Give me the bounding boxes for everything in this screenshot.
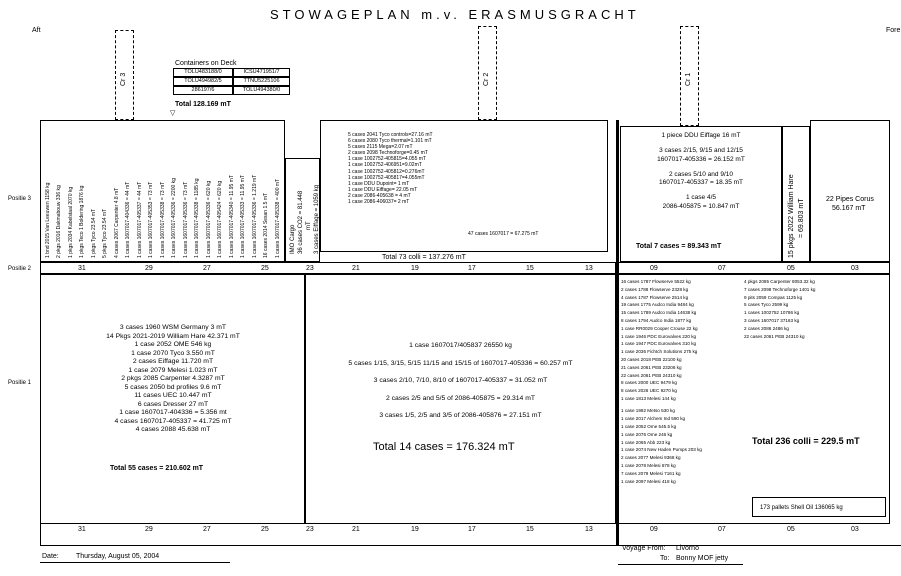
cargo-line: 1 case RR0029 Cooper Crouse 22 kg — [621, 325, 698, 331]
bay-number: 15 — [526, 265, 534, 272]
position-label-1: Positie 1 — [8, 380, 32, 386]
cargo-line: 4 cases 1607017-405337 = 41.725 mT — [114, 417, 232, 425]
cargo-line — [306, 352, 615, 359]
cargo-line: 3 cases 1607017 37163 kg — [744, 317, 800, 323]
cargo-line: 8 cases 1794 Audco India 1877 kg — [621, 317, 692, 323]
cargo-line: 1 pkgs 2034 Kabelstaal 2070 kg — [67, 186, 74, 258]
cargo-line — [306, 369, 615, 376]
bay-number: 07 — [718, 526, 726, 533]
container-cell: TOLU494380/0 — [233, 86, 290, 95]
cargo-line: 2 cases Eiffage 11.720 mT — [132, 358, 214, 365]
pos3-aft-lines — [42, 122, 283, 260]
bay-number: 13 — [585, 526, 593, 533]
pos3-mid-total: Total 73 colli = 137.276 mT — [382, 254, 466, 261]
bay-number: 03 — [851, 526, 859, 533]
pos3-fore-total: Total 7 cases = 89.343 mT — [636, 243, 722, 250]
cargo-line: 1 case 2036 Fichtch Solutions 275 kg — [621, 349, 698, 355]
cargo-line: 1 cases 1607017-405338 = 73 mT — [159, 181, 166, 258]
cargo-line — [306, 405, 615, 412]
hull-bottom-line — [40, 545, 901, 546]
pos3-fore-lines — [622, 132, 780, 212]
pos1-aft-lines — [42, 324, 304, 435]
bay-number: 21 — [352, 265, 360, 272]
bay-number: 13 — [585, 265, 593, 272]
cargo-line: 1 case 2074 New Haden Pumps 203 kg — [621, 447, 702, 453]
cargo-line: 16 cases 2014 Sesan 1.5 mT — [263, 192, 270, 258]
cargo-line: 6 cases Dresser 27 mT — [137, 400, 209, 408]
pos1-fore-total: Total 236 colli = 229.5 mT — [752, 436, 860, 446]
cargo-line: 1 cases 1607017-405336 = 2200 kg — [171, 178, 178, 258]
cargo-line: 2 cases 5/10 and 9/10 — [669, 170, 733, 178]
cargo-line: 15 cases 1789 Audco India 14638 kg — [621, 310, 697, 316]
corus-block — [810, 120, 890, 262]
pos1-aft-total: Total 55 cases = 210.602 mT — [110, 465, 204, 472]
cargo-line: 1 case 1946 PDC Eurovalves 220 kg — [621, 333, 697, 339]
bay-number: 29 — [145, 265, 153, 272]
bay-number: 19 — [411, 526, 419, 533]
pos1-mid-lines — [306, 341, 615, 422]
container-cell: ICSU471951/7 — [233, 68, 290, 77]
cargo-line: 7 cases 2079 Melesi 7161 kg — [621, 470, 681, 476]
cargo-line: 1 cases 1607017-405424 = 620 kg — [217, 180, 224, 258]
cargo-line: 5 cases 2115 Mega=2.07 mT — [348, 144, 413, 151]
cargo-line: 1 cases 1607017-405333 = 11.95 mT — [240, 175, 247, 258]
bay-number: 25 — [261, 265, 269, 272]
bay-number: 09 — [650, 265, 658, 272]
cargo-line: 8 cases 2026 UEC 9270 kg — [621, 388, 677, 394]
pos1-fore-left-lines — [621, 278, 751, 485]
containers-total: Total 128.169 mT — [175, 101, 231, 108]
bay-number: 07 — [718, 265, 726, 272]
page-title: STOWAGEPLAN m.v. ERASMUSGRACHT — [270, 7, 640, 22]
cargo-line: 1607017-405336 = 26.152 mT — [657, 155, 745, 163]
cargo-line: 1 case 1982 Metso 530 kg — [621, 408, 675, 414]
bay-numbers-top — [0, 262, 901, 274]
voyage-to-value: Bonny MOF jetty — [676, 555, 729, 562]
cargo-line: 1 pkgs Teco 1 Boldering 1876 kg — [79, 185, 86, 258]
bay-number: 21 — [352, 526, 360, 533]
bay-number: 17 — [468, 526, 476, 533]
pos3-mid-lines — [348, 132, 548, 205]
cargo-line: 1 case 2086-406037= 2 mT — [348, 199, 410, 206]
cargo-line: 4 cases 2067 Carpenter 4.8 mT — [113, 187, 120, 258]
bay-number: 27 — [203, 265, 211, 272]
cargo-line — [306, 387, 615, 394]
cargo-line: 1 cases 1607017-405336 = 620 kg — [205, 180, 212, 258]
date-underline — [40, 562, 230, 563]
cargo-line: 1 cases 1607017-404336 = 44 mT — [125, 181, 132, 258]
cargo-line: 20 cases 2018 PEB 22100 kg — [621, 356, 682, 362]
cargo-line: 14 Pkgs 2021-2019 William Hare 42.371 mT — [106, 332, 240, 340]
voyage-to-label: To: — [660, 555, 670, 562]
crane-2-label: Cr 2 — [483, 72, 490, 86]
container-cell: TTNU5225106 — [233, 77, 290, 86]
crane-1-label: Cr 1 — [685, 72, 692, 86]
date-value: Thursday, August 05, 2004 — [76, 553, 160, 560]
cargo-line: 4 cases 2088 45.638 mT — [135, 426, 211, 433]
paint-line: 3 cases Eiffage = 1059 kg — [314, 184, 320, 254]
position-label-2: Positie 2 — [8, 266, 32, 272]
cargo-line: 1 cases 1607017-405336 = 73 mT — [182, 181, 189, 258]
cargo-line: 4 pkgs 2085 Carpenter 8053.32 kg — [744, 279, 815, 284]
fore-label: Fore — [886, 27, 901, 34]
cargo-line: 1 case 2079 Melesi 1.023 mT — [128, 366, 218, 374]
cargo-line: 1 cases 1607017-405338 = 1185 kg — [194, 178, 201, 258]
cargo-line: 4 cases 1787 Flowserve 2514 kg — [621, 294, 689, 300]
bay-number: 09 — [650, 526, 658, 533]
cargo-line: 5 cases Tyco 2599 kg — [744, 302, 789, 308]
cargo-line: 22 cases 2061 PEB 24310 kg — [744, 333, 805, 339]
container-cell: TOLU494982/5 — [173, 77, 233, 86]
imo-line: mT — [306, 221, 312, 230]
cargo-line: 11 cases UEC 10.447 mT — [134, 392, 212, 399]
pos3-mid-subtotal: 47 cases 1607017 = 67.275 mT — [468, 231, 539, 237]
cargo-line: 1 case 2052 Ome 545.5 kg — [621, 423, 677, 429]
cargo-line: 1 case 1002752-405812=0.276mT — [348, 168, 425, 175]
cargo-line: 3 cases 1/5, 2/5 and 3/5 of 2086-405876 = 27.151 mT — [379, 412, 542, 420]
bay-number: 31 — [78, 265, 86, 272]
bay-number: 27 — [203, 526, 211, 533]
bay-number: 23 — [306, 526, 314, 533]
bay-numbers-bottom — [0, 523, 901, 535]
cargo-line: 1 cases 1607017-405353 = 73 mT — [148, 181, 155, 258]
corus-line: 22 Pipes Corus — [826, 196, 874, 203]
bay-number: 17 — [468, 265, 476, 272]
cargo-line: 1 case 2097 Melesi 418 kg — [621, 478, 676, 484]
cargo-line: 2086-405875 = 10.847 mT — [662, 203, 740, 211]
cargo-line: 1 case 1002752-406951=9.02mT — [348, 162, 422, 169]
cargo-line: 3 cases 2/15, 9/15 and 12/15 — [659, 147, 743, 155]
cargo-line: 2 cases 1788 Flowserve 2328 kg — [621, 286, 689, 292]
cargo-line: 1 pkgs Tyco 23.54 mT — [90, 208, 97, 258]
pos1-fore-right-lines — [744, 278, 884, 340]
voyage-underline — [618, 564, 743, 565]
cargo-line: 5 cases 1/15, 3/15, 5/15 11/15 and 15/15 of 1607017-405336 = 60.257 mT — [348, 359, 573, 367]
cargo-line: 1 case 1947 PDC Eurovalves 310 kg — [621, 341, 697, 347]
bay-number: 19 — [411, 265, 419, 272]
cargo-line: 1 cases 1607017-405340 = 11.95 mT — [228, 175, 235, 258]
cargo-line: 1 case 1607017-404336 = 5.356 mt — [119, 409, 227, 416]
cargo-line: 1 cases 1607017-405337 = 44 mT — [136, 181, 143, 258]
william-line: = 69.803 mT — [798, 198, 805, 238]
cargo-line: 2 case 2086-405638 = 4 mT — [348, 192, 411, 199]
cargo-line: 5 cases 2050 bd profiles 9.6 mT — [124, 383, 222, 391]
cargo-line: 1 case 4/5 — [686, 194, 716, 202]
cargo-line: 1 case 2076 Ome 246 kg — [621, 431, 673, 437]
cargo-line: 1 case 1813 Melesi 144 kg — [621, 395, 676, 401]
bay-number: 05 — [787, 526, 795, 533]
cargo-line: 2 pkgs 2085 Carpenter 4.3287 mT — [121, 375, 225, 382]
voyage-from-label: Voyage From: — [622, 545, 666, 552]
cargo-line: 1 case DDU Eiffage= 22.05 mT — [348, 186, 418, 193]
cargo-line: 1 cases 1607017-405336 = 1.219 mT — [251, 174, 258, 258]
cargo-line: 1 cases 1607017-405338 = 400 mT — [274, 178, 281, 258]
imo-line: 36 cases CO2 = 81.448 — [298, 190, 304, 254]
william-hare-block — [782, 126, 810, 262]
cargo-line: 7 cases 2098 Technoforge 1401 kg — [744, 286, 816, 292]
arrow-down-icon: ▽ — [170, 110, 176, 117]
cargo-line: 22 cases 2061 PEB 24310 kg — [621, 372, 682, 378]
bay-number: 31 — [78, 526, 86, 533]
cargo-line: 19 cases 1775 Audco India 9484 kg — [621, 302, 694, 308]
containers-heading: Containers on Deck — [175, 60, 237, 67]
cargo-line: 1 case 1002752-405815=4.055 mT — [348, 156, 426, 163]
cargo-line: 2 pkgs 2016 Dakmabouw 336 kg — [56, 185, 63, 258]
date-label: Date: — [42, 553, 59, 560]
cargo-line: 1 case 2017 Alchem Ind 590 kg — [621, 416, 686, 422]
cargo-line: 1 cases 1002752 10786 kg — [744, 310, 800, 316]
bay-number: 15 — [526, 526, 534, 533]
cargo-line: 2 cases 2098 Technoforge=0.45 mT — [348, 150, 428, 157]
cargo-line: 1607017-405337 = 18.35 mT — [658, 179, 744, 187]
william-line: 15 pkgs 2022 William Hare — [788, 174, 795, 258]
cargo-line: 1 case 2070 Tyco 3.550 mT — [131, 349, 215, 357]
cargo-line: 1 bnd 2015 Van Leeuwen 1158 kg — [45, 182, 51, 258]
container-cell: 286197/6 — [173, 86, 233, 95]
cargo-line: 6 cases 2080 Tyco thermal=1.101 mT — [348, 138, 432, 145]
crane-3-label: Cr 3 — [120, 72, 127, 86]
pos1-mid-total: Total 14 cases = 176.324 mT — [373, 441, 515, 453]
cargo-line: 1 case 2078 Melesi 878 kg — [621, 462, 676, 468]
container-cell: TOLU483188/0 — [173, 68, 233, 77]
cargo-line: 2 cases 2077 Melesi 9368 kg — [621, 455, 681, 461]
bay-number: 29 — [145, 526, 153, 533]
cargo-line: 1 case 1607017/405837 26550 kg — [409, 342, 512, 349]
bay-number: 03 — [851, 265, 859, 272]
cargo-line: 1 case DDU Dupoint= 1 mT — [348, 180, 410, 187]
cargo-line: 1 case 2052 OME 546 kg — [134, 341, 212, 348]
corus-line: 56.167 mT — [832, 205, 866, 212]
cargo-line: 2 cases 2/5 and 5/5 of 2086-405875 = 29.314 mT — [385, 394, 536, 402]
bay-number: 25 — [261, 526, 269, 533]
cargo-line: 8 cases 2000 UEC 9479 kg — [621, 380, 677, 386]
cargo-line: 1 case 1002752-405817=4.055mT — [348, 174, 425, 181]
cargo-line: 5 cases 2041 Tyco controls=27.16 mT — [348, 132, 433, 138]
cargo-line: 21 cases 2061 PEB 23206 kg — [621, 364, 682, 370]
imo-line: IMO Cargo — [290, 224, 296, 254]
bay-number: 05 — [787, 265, 795, 272]
aft-label: Aft — [32, 27, 41, 34]
position-label-3: Positie 3 — [8, 196, 32, 202]
cargo-line: 16 cases 1787 Flowserve 5522 kg — [621, 279, 691, 284]
cargo-line: 2 cases 2086 2486 kg — [744, 325, 789, 331]
shell-oil-label: 173 pallets Shell Oil 136065 kg — [760, 505, 843, 511]
cargo-line: 9 pits 2059 Compas 1125 kg — [744, 294, 803, 300]
voyage-from-value: Livorno — [676, 545, 699, 552]
bay-number: 23 — [306, 265, 314, 272]
cargo-line: 3 cases 1960 WSM Germany 3 mT — [119, 324, 227, 331]
cargo-line: 1 case 2065 Abb 223 kg — [621, 439, 671, 445]
cargo-line: 5 pkgs Tyco 23.54 mT — [102, 208, 109, 258]
cargo-line: 3 cases 2/10, 7/10, 8/10 of 1607017-405337 = 31.052 mT — [373, 377, 548, 385]
cargo-line: 1 piece DDU Eiffage 16 mT — [661, 132, 741, 139]
